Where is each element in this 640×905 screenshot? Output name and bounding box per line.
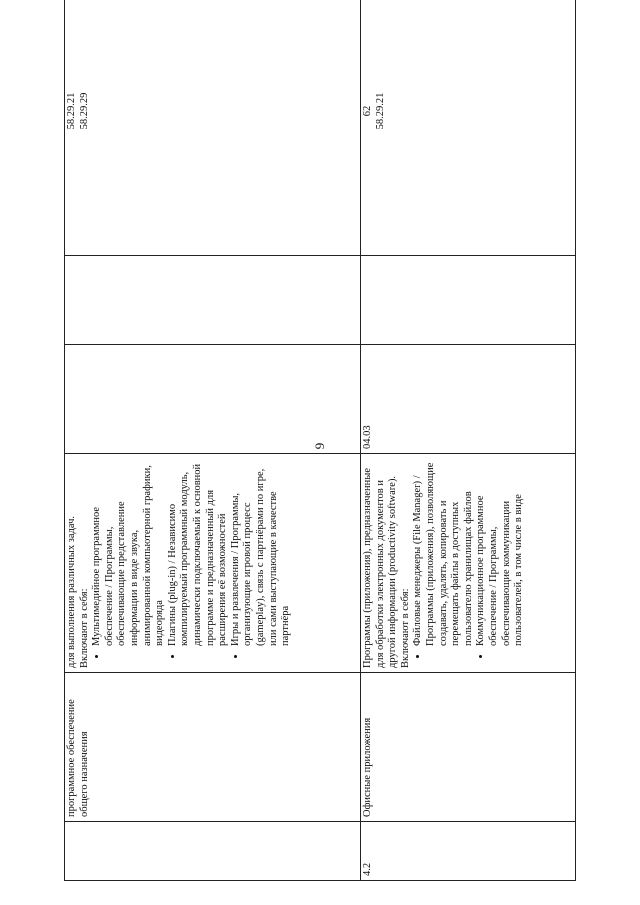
cell-extra xyxy=(361,256,576,345)
list-item: • Плагины (plug-in) / Независимо компилируемый программный модуль, динамически подключаемый к основной программе и предназначенный для расширения её возможностей xyxy=(167,458,230,646)
list-item: • Файловые менеджеры (File Manager) / Программы (приложения), позволяющие создавать, удалять, копировать и перемещать файлы в доступных пользователю хранилищах файлов xyxy=(412,458,475,646)
okved-code: 58.29.29 xyxy=(78,92,90,130)
cell-description xyxy=(361,454,576,673)
list-item: • Игры и развлечения / Программы, организующие игровой процесс (gameplay), связь с партнёрами по игре, или сами выступающие в качестве партнёра xyxy=(230,458,293,646)
bullet-list xyxy=(412,458,525,668)
classifier-table-frame xyxy=(64,21,576,881)
includes-label: Включают в себя: xyxy=(78,588,90,668)
cell-number xyxy=(65,822,361,881)
page-number: 9 xyxy=(312,442,327,450)
classifier-table xyxy=(64,0,576,881)
cell-number: 4.2 xyxy=(361,822,576,881)
table-row xyxy=(65,0,361,881)
cell-okved xyxy=(361,0,576,256)
list-item: • Коммуникационное программное обеспечение / Программы, обеспечивающие коммуникации пользователей, в том числе в виде xyxy=(475,458,525,646)
okved-code: 58.29.21 xyxy=(66,92,77,130)
cell-okved xyxy=(65,0,361,256)
okved-code: 58.29.21 xyxy=(374,92,386,130)
cell-name: Офисные приложения xyxy=(361,673,576,822)
includes-label: Включают в себя: xyxy=(399,588,411,668)
cell-name: программное обеспечение общего назначения xyxy=(65,673,361,822)
cell-extra xyxy=(65,256,361,345)
cell-code xyxy=(65,345,361,454)
description-intro: для выполнения различных задач. xyxy=(66,515,77,668)
table-row xyxy=(361,0,576,881)
cell-code: 04.03 xyxy=(361,345,576,454)
description-intro: Программы (приложения), предназначенные для обработки электронных документов и другой информации (productivity software). xyxy=(362,468,399,668)
list-item: • Мультимедийное программное обеспечение / Программы, обеспечивающие представление информации в виде звука, анимированной компьютерной графики, видеоряда xyxy=(91,458,167,646)
okved-code: 62 xyxy=(362,105,374,117)
cell-description xyxy=(65,454,361,673)
bullet-list xyxy=(91,458,293,668)
